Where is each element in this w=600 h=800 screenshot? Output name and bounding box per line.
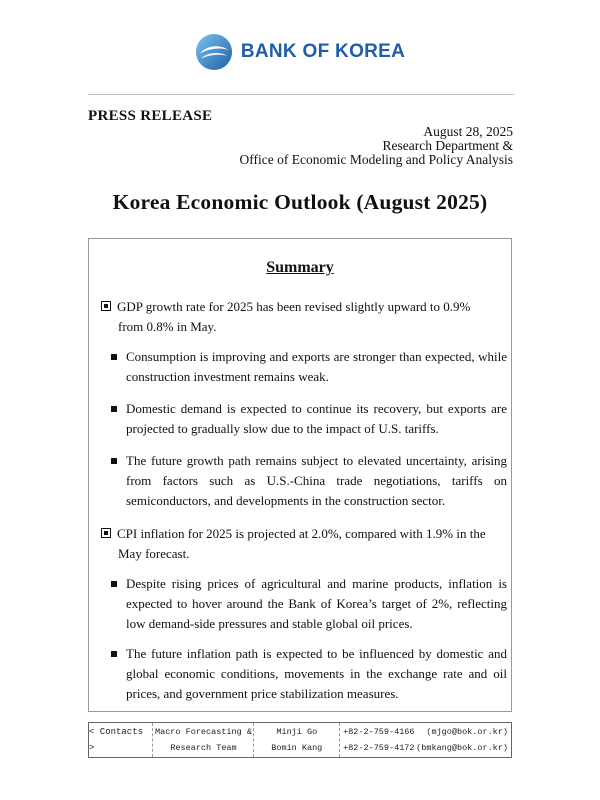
cpi-bullet [111, 644, 507, 704]
bok-swirl-logo-icon [195, 33, 233, 71]
logo-text: BANK OF KOREA [240, 41, 406, 62]
contact-email[interactable]: (mjgo@bok.or.kr) [426, 727, 508, 737]
contacts-emails [416, 723, 511, 757]
square-bullet-icon [111, 354, 117, 360]
header-divider [88, 94, 514, 95]
square-bullet-icon [111, 581, 117, 587]
gdp-bullet-text: Consumption is improving and exports are stronger than expected, while construction investment remains weak. [126, 349, 507, 384]
release-meta [240, 125, 513, 167]
contacts-department [153, 723, 254, 757]
contacts-dept-line-2: Research Team [170, 743, 237, 753]
cpi-bullet [111, 574, 507, 634]
summary-heading: Summary [266, 259, 334, 276]
contacts-names [254, 723, 340, 757]
square-bullet-icon [111, 406, 117, 412]
cpi-lead-text: CPI inflation for 2025 is projected at 2.0%, compared with 1.9% in the [117, 526, 486, 541]
cpi-bullet-text: Despite rising prices of agricultural and marine products, inflation is expected to hover around the Bank of Korea’s target of 2%, reflecting low demand-side pressures and stable global oil prices. [126, 576, 507, 631]
gdp-bullet-text: The future growth path remains subject to elevated uncertainty, arising from factors such as U.S.-China trade negotiations, tariffs on semiconductors, and developments in the construction sector. [126, 453, 507, 508]
cpi-section [101, 524, 507, 564]
press-release-label: PRESS RELEASE [88, 108, 213, 124]
box-bullet-icon [101, 528, 111, 538]
summary-box [88, 238, 512, 712]
contact-phone: +82-2-759-4172 [343, 743, 415, 753]
release-date: August 28, 2025 [423, 124, 513, 139]
bank-logo [0, 30, 600, 74]
box-bullet-icon [101, 301, 111, 311]
contacts-label: < Contacts > [89, 723, 153, 757]
gdp-bullet [111, 399, 507, 439]
contact-name: Bomin Kang [271, 743, 323, 753]
page-title: Korea Economic Outlook (August 2025) [112, 190, 488, 214]
gdp-lead-continuation: from 0.8% in May. [118, 319, 217, 334]
gdp-bullet [111, 347, 507, 387]
square-bullet-icon [111, 651, 117, 657]
gdp-bullet [111, 451, 507, 511]
contact-email[interactable]: (bmkang@bok.or.kr) [416, 743, 508, 753]
gdp-section [101, 297, 507, 337]
department-line-1: Research Department & [382, 138, 513, 153]
cpi-lead-continuation: May forecast. [118, 546, 190, 561]
gdp-bullet-text: Domestic demand is expected to continue its recovery, but exports are projected to gradually slow due to the impact of U.S. tariffs. [126, 401, 507, 436]
gdp-lead-text: GDP growth rate for 2025 has been revised slightly upward to 0.9% [117, 299, 471, 314]
square-bullet-icon [111, 458, 117, 464]
contacts-dept-line-1: Macro Forecasting & [155, 727, 252, 737]
contact-phone: +82-2-759-4166 [343, 727, 415, 737]
contacts-phones [340, 723, 416, 757]
department-line-2: Office of Economic Modeling and Policy Analysis [239, 152, 513, 167]
contacts-table [88, 722, 512, 758]
cpi-bullet-text: The future inflation path is expected to be influenced by domestic and global economic conditions, movements in the exchange rate and oil prices, and government price stabilization measures. [126, 646, 507, 701]
contact-name: Minji Go [276, 727, 318, 737]
